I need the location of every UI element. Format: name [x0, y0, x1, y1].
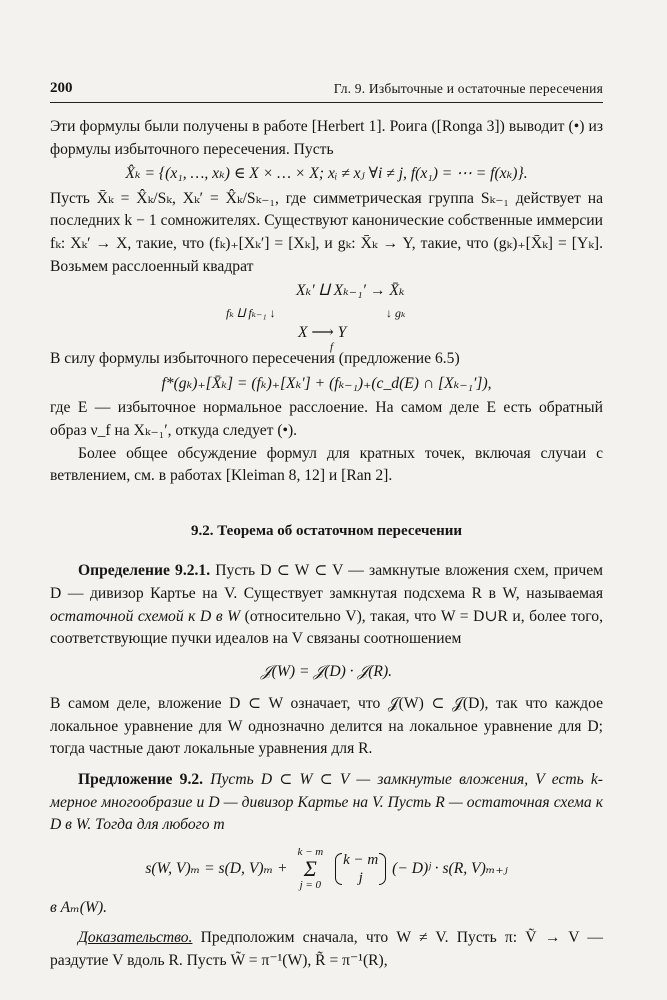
definition-text-2: (относительно V), такая, что W = D∪R и, более того, соответствующие пучки идеалов на V связаны соотношением: [50, 607, 603, 648]
section-heading: 9.2. Теорема об остаточном пересечении: [191, 522, 462, 539]
diagram-bottom-row: X ⟶ Y: [298, 324, 347, 342]
sum-upper-limit: k − m: [297, 846, 324, 859]
segre-right: (− D)ʲ · s(R, V)ₘ₊ⱼ: [392, 859, 508, 877]
summation: [297, 846, 323, 892]
diagram-left-arrow: fₖ ⨿ fₖ₋₁ ↓: [226, 306, 276, 321]
equation-xhat: X̂ₖ = {(x₁, …, xₖ) ∈ X × … × X; xᵢ ≠ xⱼ ∀i ≠ j, f(x₁) = ⋯ = f(xₖ)}.: [125, 165, 528, 183]
binomial: [337, 851, 384, 887]
running-head: Гл. 9. Избыточные и остаточные пересечения: [333, 81, 603, 96]
paragraph-excess-formula: В силу формулы избыточного пересечения (предложение 6.5): [50, 350, 460, 368]
binom-bottom: j: [358, 870, 363, 887]
proof-label: Доказательство.: [78, 929, 193, 947]
equation-ideals: 𝒥(W) = 𝒥(D) · 𝒥(R).: [260, 662, 393, 680]
definition-italic-term: остаточной схемой к D в W: [50, 607, 241, 625]
paragraph-normal-bundle: где E — избыточное нормальное расслоение. На самом деле E есть обратный образ ν_f на Xₖ₋₁′, откуда следует (•).: [50, 399, 603, 439]
equation-segre-context: в Aₘ(W).: [50, 898, 108, 916]
proof-paragraph: [50, 927, 603, 972]
proposition-label: Предложение 9.2.: [78, 771, 204, 789]
fibered-square-diagram: [50, 280, 603, 354]
definition-label: Определение 9.2.1.: [78, 562, 211, 580]
page-header: [50, 80, 603, 103]
segre-left: s(W, V)ₘ = s(D, V)ₘ +: [145, 859, 292, 877]
paragraph-immersions: Пусть X̄ₖ = X̂ₖ/Sₖ, Xₖ′ = X̂ₖ/Sₖ₋₁, где симметрическая группа Sₖ₋₁ действует на последних k − 1 сомножителях. Существуют канонические собственные иммерсии fₖ: Xₖ′ → X, такие, что (fₖ)₊[Xₖ′] = [Xₖ], и gₖ: X̄ₖ → Y, такие, что (gₖ)₊[X̄ₖ] = [Yₖ]. Возьмем расслоенный квадрат: [50, 189, 603, 275]
paragraph-references: Более общее обсуждение формул для кратных точек, включая случаи с ветвлением, см. в работах [Kleiman 8, 12] и [Ran 2].: [50, 444, 603, 485]
sum-lower-limit: j = 0: [299, 879, 322, 892]
proposition-paragraph: [50, 769, 603, 837]
paragraph-local-equations: В самом деле, вложение D ⊂ W означает, что 𝒥(W) ⊂ 𝒥(D), так что каждое локальное уравнение для W однозначно делится на локальное уравнение для D; тогда частные дают локальные уравнения для R.: [50, 695, 603, 758]
page-number: 200: [50, 80, 73, 96]
paragraph-intro: Эти формулы были получены в работе [Herbert 1]. Роига ([Ronga 3]) выводит (•) из формулы избыточного пересечения. Пусть: [50, 118, 603, 158]
definition-text-1: Пусть D ⊂ W ⊂ V — замкнутые вложения схем, причем D — дивизор Картье на V. Существует замкнутая подсхема R в W, называемая: [50, 562, 603, 602]
proposition-text: Пусть D ⊂ W ⊂ V — замкнутые вложения, V есть k-мерное многообразие и D — дивизор Картье на V. Пусть R — остаточная схема к D в W. Тогда для любого m: [50, 771, 604, 834]
diagram-right-arrow: ↓ gₖ: [386, 306, 406, 321]
sum-symbol: Σ: [303, 856, 317, 882]
equation-excess: f*(gₖ)₊[X̄ₖ] = (fₖ)₊[Xₖ′] + (fₖ₋₁)₊(c_d(E) ∩ [Xₖ₋₁′]),: [161, 374, 492, 392]
definition-paragraph: [50, 560, 603, 650]
equation-segre: [50, 843, 603, 895]
diagram-f-label: f: [330, 341, 334, 354]
proof-text: Предположим сначала, что W ≠ V. Пусть π: Ṽ → V — раздутие V вдоль R. Пусть W̃ = π⁻¹(W), R̃ = π⁻¹(R),: [50, 929, 603, 970]
diagram-top-row: Xₖ′ ⨿ Xₖ₋₁′ → X̄ₖ: [296, 282, 405, 300]
binom-top: k − m: [343, 852, 379, 869]
page-body: [50, 116, 603, 973]
